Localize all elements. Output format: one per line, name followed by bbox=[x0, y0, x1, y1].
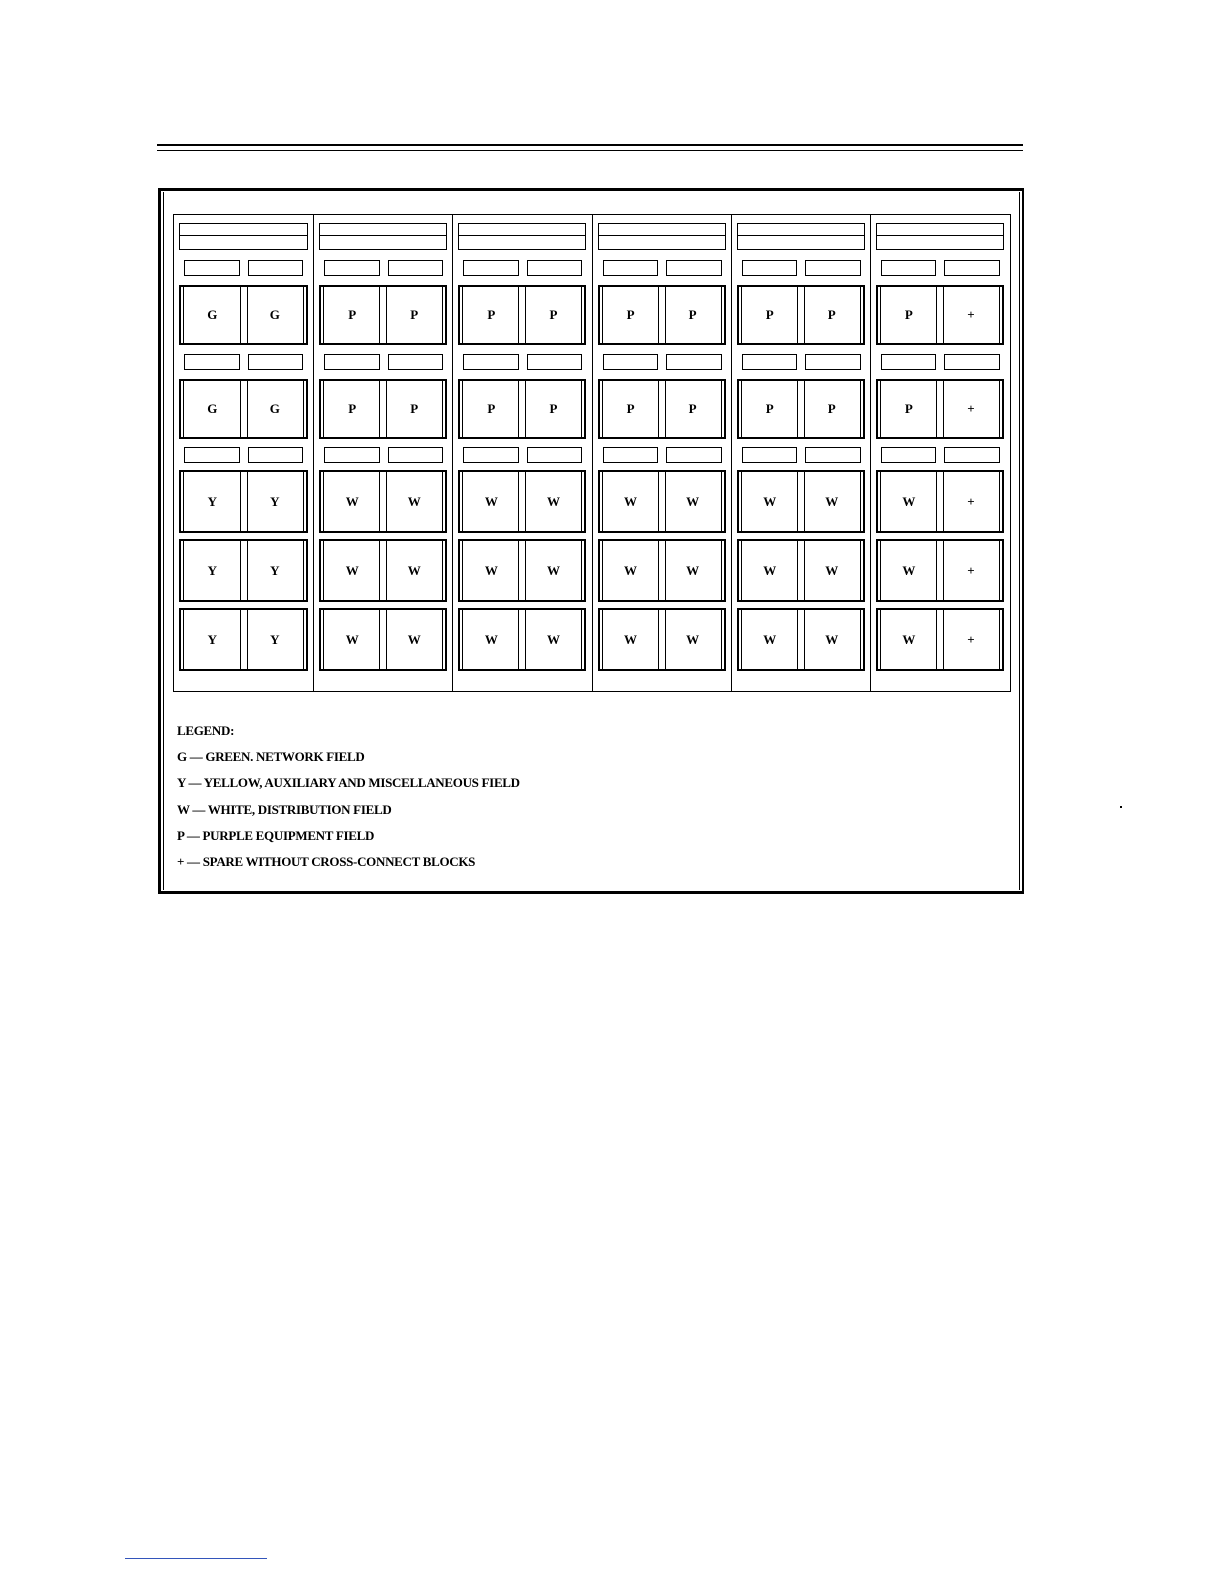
bay-header-panel bbox=[319, 223, 447, 250]
field-code: G bbox=[207, 307, 218, 322]
field-code: W bbox=[484, 493, 498, 509]
field-code: + bbox=[967, 307, 975, 322]
field-code: Y bbox=[270, 493, 280, 509]
field-code: W bbox=[763, 493, 777, 509]
field-code: P bbox=[765, 307, 774, 322]
cross-connect-block bbox=[737, 539, 865, 602]
designation-strip bbox=[666, 447, 722, 463]
legend-item-green: G — GREEN. NETWORK FIELD bbox=[177, 749, 365, 765]
block-divider bbox=[240, 610, 248, 669]
field-code: G bbox=[269, 401, 280, 416]
field-code: W bbox=[902, 562, 916, 578]
block-divider bbox=[658, 610, 666, 669]
block-divider bbox=[658, 541, 666, 600]
designation-strip bbox=[527, 260, 583, 276]
field-code: W bbox=[345, 562, 359, 578]
cross-connect-block bbox=[458, 608, 586, 671]
block-divider bbox=[518, 472, 526, 531]
field-code: P bbox=[487, 401, 496, 416]
designation-strip bbox=[463, 447, 519, 463]
legend-item-purple: P — PURPLE EQUIPMENT FIELD bbox=[177, 827, 375, 843]
cross-connect-block bbox=[598, 470, 726, 533]
designation-strip bbox=[805, 260, 861, 276]
designation-strip bbox=[742, 354, 798, 370]
block-divider bbox=[658, 381, 666, 437]
cross-connect-block bbox=[737, 379, 865, 439]
bay-2 bbox=[313, 215, 452, 691]
designation-strip bbox=[324, 447, 380, 463]
designation-strip bbox=[463, 260, 519, 276]
designation-strip bbox=[527, 354, 583, 370]
bay-header-panel bbox=[737, 223, 865, 250]
field-code: W bbox=[407, 631, 421, 647]
legend-title: LEGEND: bbox=[177, 723, 235, 738]
block-divider bbox=[797, 610, 805, 669]
page-speck bbox=[1120, 806, 1122, 808]
footer-link-underline bbox=[125, 1558, 267, 1559]
field-code: W bbox=[825, 493, 839, 509]
legend bbox=[177, 718, 520, 875]
designation-strip bbox=[805, 354, 861, 370]
field-code: W bbox=[686, 562, 700, 578]
field-code: Y bbox=[270, 562, 280, 578]
bay-header-panel bbox=[179, 223, 308, 250]
field-code: W bbox=[624, 493, 638, 509]
field-code: Y bbox=[270, 631, 280, 647]
field-code: W bbox=[484, 562, 498, 578]
designation-strip bbox=[184, 260, 240, 276]
field-code: W bbox=[345, 493, 359, 509]
designation-strip bbox=[944, 447, 1000, 463]
field-code: P bbox=[626, 307, 635, 322]
designation-strip bbox=[881, 260, 937, 276]
cross-connect-block bbox=[876, 379, 1004, 439]
field-code: W bbox=[624, 631, 638, 647]
designation-strip bbox=[666, 354, 722, 370]
block-divider bbox=[240, 381, 248, 437]
field-code: P bbox=[904, 307, 913, 322]
block-divider bbox=[379, 381, 387, 437]
block-divider bbox=[797, 541, 805, 600]
field-code: P bbox=[904, 401, 913, 416]
field-code: W bbox=[546, 562, 560, 578]
designation-strip bbox=[944, 260, 1000, 276]
distribution-frame-diagram bbox=[173, 214, 1011, 692]
cross-connect-block bbox=[598, 285, 726, 345]
cross-connect-block bbox=[598, 379, 726, 439]
designation-strip bbox=[603, 354, 659, 370]
designation-strip bbox=[742, 260, 798, 276]
cross-connect-block bbox=[458, 470, 586, 533]
field-code: Y bbox=[207, 562, 217, 578]
designation-strip bbox=[388, 447, 444, 463]
field-code: W bbox=[825, 562, 839, 578]
field-code: W bbox=[484, 631, 498, 647]
block-divider bbox=[936, 472, 944, 531]
field-code: P bbox=[688, 307, 697, 322]
field-code: P bbox=[827, 307, 836, 322]
field-code: W bbox=[624, 562, 638, 578]
bay-5 bbox=[731, 215, 870, 691]
designation-strip bbox=[805, 447, 861, 463]
cross-connect-block bbox=[179, 285, 308, 345]
field-code: + bbox=[967, 562, 975, 578]
block-divider bbox=[379, 287, 387, 343]
designation-strip bbox=[324, 260, 380, 276]
field-code: P bbox=[410, 307, 419, 322]
field-code: P bbox=[348, 401, 357, 416]
block-divider bbox=[936, 381, 944, 437]
cross-connect-block bbox=[319, 539, 447, 602]
cross-connect-block bbox=[737, 285, 865, 345]
cross-connect-block bbox=[179, 608, 308, 671]
block-divider bbox=[379, 610, 387, 669]
block-divider bbox=[797, 287, 805, 343]
field-code: P bbox=[827, 401, 836, 416]
header-rule-thin bbox=[157, 150, 1023, 151]
field-code: + bbox=[967, 631, 975, 647]
block-divider bbox=[658, 472, 666, 531]
field-code: + bbox=[967, 401, 975, 416]
designation-strip bbox=[666, 260, 722, 276]
designation-strip bbox=[742, 447, 798, 463]
designation-strip bbox=[881, 447, 937, 463]
block-divider bbox=[797, 381, 805, 437]
designation-strip bbox=[463, 354, 519, 370]
designation-strip bbox=[944, 354, 1000, 370]
block-divider bbox=[379, 472, 387, 531]
block-divider bbox=[518, 287, 526, 343]
bay-header-panel bbox=[598, 223, 726, 250]
block-divider bbox=[240, 287, 248, 343]
block-divider bbox=[936, 610, 944, 669]
cross-connect-block bbox=[458, 285, 586, 345]
field-code: W bbox=[546, 493, 560, 509]
designation-strip bbox=[603, 260, 659, 276]
bay-header-panel bbox=[458, 223, 586, 250]
cross-connect-block bbox=[319, 470, 447, 533]
cross-connect-block bbox=[737, 470, 865, 533]
field-code: P bbox=[410, 401, 419, 416]
field-code: W bbox=[546, 631, 560, 647]
cross-connect-block bbox=[876, 608, 1004, 671]
cross-connect-block bbox=[319, 608, 447, 671]
field-code: W bbox=[902, 493, 916, 509]
designation-strip bbox=[184, 447, 240, 463]
field-code: W bbox=[825, 631, 839, 647]
cross-connect-block bbox=[319, 379, 447, 439]
block-divider bbox=[518, 541, 526, 600]
designation-strip bbox=[324, 354, 380, 370]
field-code: P bbox=[626, 401, 635, 416]
block-divider bbox=[936, 287, 944, 343]
field-code: Y bbox=[207, 493, 217, 509]
cross-connect-block bbox=[458, 379, 586, 439]
field-code: W bbox=[407, 562, 421, 578]
field-code: P bbox=[549, 307, 558, 322]
legend-item-white: W — WHITE, DISTRIBUTION FIELD bbox=[177, 801, 392, 817]
cross-connect-block bbox=[179, 470, 308, 533]
block-divider bbox=[240, 472, 248, 531]
field-code: G bbox=[269, 307, 280, 322]
cross-connect-block bbox=[458, 539, 586, 602]
cross-connect-block bbox=[876, 285, 1004, 345]
field-code: W bbox=[763, 631, 777, 647]
designation-strip bbox=[388, 354, 444, 370]
field-code: G bbox=[207, 401, 218, 416]
block-divider bbox=[518, 381, 526, 437]
field-code: P bbox=[765, 401, 774, 416]
designation-strip bbox=[388, 260, 444, 276]
bay-1 bbox=[174, 215, 313, 691]
field-code: P bbox=[688, 401, 697, 416]
field-code: W bbox=[345, 631, 359, 647]
frame-inner-right-line bbox=[1019, 192, 1020, 890]
cross-connect-block bbox=[876, 539, 1004, 602]
frame-inner-left-line bbox=[163, 192, 164, 890]
cross-connect-block bbox=[319, 285, 447, 345]
block-divider bbox=[658, 287, 666, 343]
bay-6 bbox=[870, 215, 1009, 691]
block-divider bbox=[518, 610, 526, 669]
cross-connect-block bbox=[737, 608, 865, 671]
field-code: W bbox=[902, 631, 916, 647]
field-code: W bbox=[763, 562, 777, 578]
field-code: P bbox=[487, 307, 496, 322]
bay-header-panel bbox=[876, 223, 1004, 250]
designation-strip bbox=[527, 447, 583, 463]
designation-strip bbox=[248, 447, 304, 463]
designation-strip bbox=[603, 447, 659, 463]
cross-connect-block bbox=[876, 470, 1004, 533]
field-code: P bbox=[348, 307, 357, 322]
legend-item-spare: + — SPARE WITHOUT CROSS-CONNECT BLOCKS bbox=[177, 853, 476, 869]
designation-strip bbox=[248, 260, 304, 276]
cross-connect-block bbox=[179, 379, 308, 439]
bay-4 bbox=[592, 215, 731, 691]
header-rule bbox=[157, 144, 1023, 146]
block-divider bbox=[797, 472, 805, 531]
field-code: Y bbox=[207, 631, 217, 647]
cross-connect-block bbox=[179, 539, 308, 602]
designation-strip bbox=[248, 354, 304, 370]
bay-3 bbox=[452, 215, 591, 691]
field-code: + bbox=[967, 493, 975, 509]
block-divider bbox=[379, 541, 387, 600]
field-code: W bbox=[407, 493, 421, 509]
designation-strip bbox=[881, 354, 937, 370]
legend-item-yellow: Y — YELLOW, AUXILIARY AND MISCELLANEOUS FIELD bbox=[177, 775, 520, 791]
field-code: W bbox=[686, 493, 700, 509]
block-divider bbox=[936, 541, 944, 600]
cross-connect-block bbox=[598, 608, 726, 671]
designation-strip bbox=[184, 354, 240, 370]
block-divider bbox=[240, 541, 248, 600]
cross-connect-block bbox=[598, 539, 726, 602]
field-code: W bbox=[686, 631, 700, 647]
field-code: P bbox=[549, 401, 558, 416]
